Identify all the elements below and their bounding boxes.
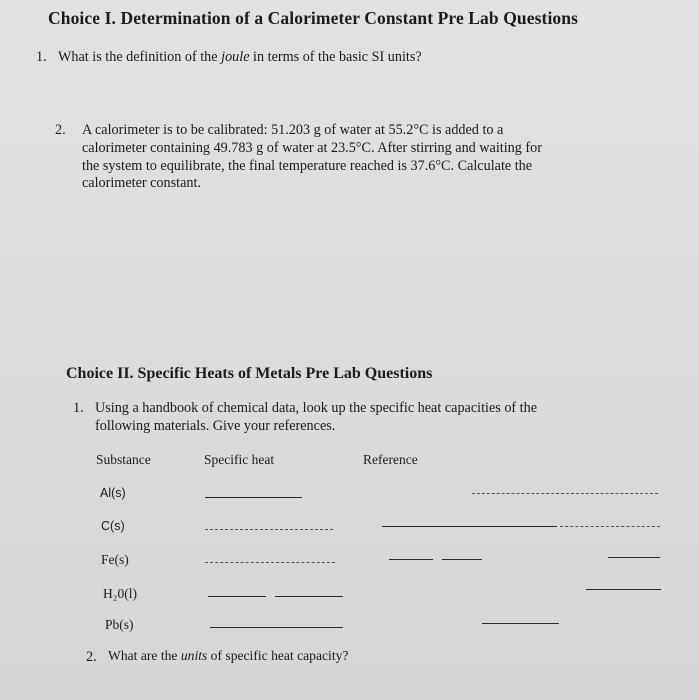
section1-title: Choice I. Determination of a Calorimeter Constant Pre Lab Questions: [48, 8, 579, 28]
section2-q1-line-1: Using a handbook of chemical data, look up the specific heat capacities of the: [95, 400, 538, 416]
section1-q1-number: 1.: [36, 49, 47, 65]
fe-specific-heat-blank: [205, 562, 335, 563]
al-reference-blank: [472, 493, 658, 494]
section2-q1-line-2: following materials. Give your references.: [95, 418, 336, 434]
section2-q2-text: What are the units of specific heat capacity?: [108, 648, 349, 663]
fe-reference-blank: [389, 559, 433, 560]
substance-al: Al(s): [100, 486, 126, 500]
section2-q2-number: 2.: [86, 649, 97, 665]
section2-q1-number: 1.: [73, 400, 84, 416]
pb-reference-blank: [482, 623, 559, 624]
section1-q1-text: What is the definition of the joule in terms of the basic SI units?: [58, 49, 422, 65]
h2o-specific-heat-blank: [208, 596, 266, 597]
al-specific-heat-blank: [205, 497, 302, 498]
fe-reference-blank-2: [442, 559, 482, 560]
h2o-reference-blank: [586, 589, 661, 590]
table-header-reference: Reference: [363, 452, 418, 467]
c-reference-blank: [382, 526, 557, 527]
substance-h2o: H₂0(l): [103, 586, 137, 601]
h2o-specific-heat-blank-2: [275, 596, 343, 597]
section1-q2-line-1: A calorimeter is to be calibrated: 51.203 g of water at 55.2°C is added to a: [82, 122, 504, 138]
section1-q2-line-2: calorimeter containing 49.783 g of water at 23.5°C. After stirring and waiting for: [82, 140, 542, 156]
section2-title: Choice II. Specific Heats of Metals Pre Lab Questions: [66, 365, 433, 382]
substance-fe: Fe(s): [101, 552, 129, 567]
section1-q2-line-4: calorimeter constant.: [82, 175, 201, 191]
section1-q2-number: 2.: [55, 122, 66, 138]
substance-pb: Pb(s): [105, 617, 134, 632]
substance-c: C(s): [101, 519, 125, 533]
pb-specific-heat-blank: [210, 627, 343, 628]
fe-reference-blank-3: [608, 557, 660, 558]
c-specific-heat-blank: [205, 529, 333, 530]
table-header-specific-heat: Specific heat: [204, 452, 275, 467]
table-header-substance: Substance: [96, 452, 151, 467]
section1-q2-line-3: the system to equilibrate, the final temperature reached is 37.6°C. Calculate the: [82, 158, 533, 174]
c-reference-blank-2: [560, 526, 660, 527]
